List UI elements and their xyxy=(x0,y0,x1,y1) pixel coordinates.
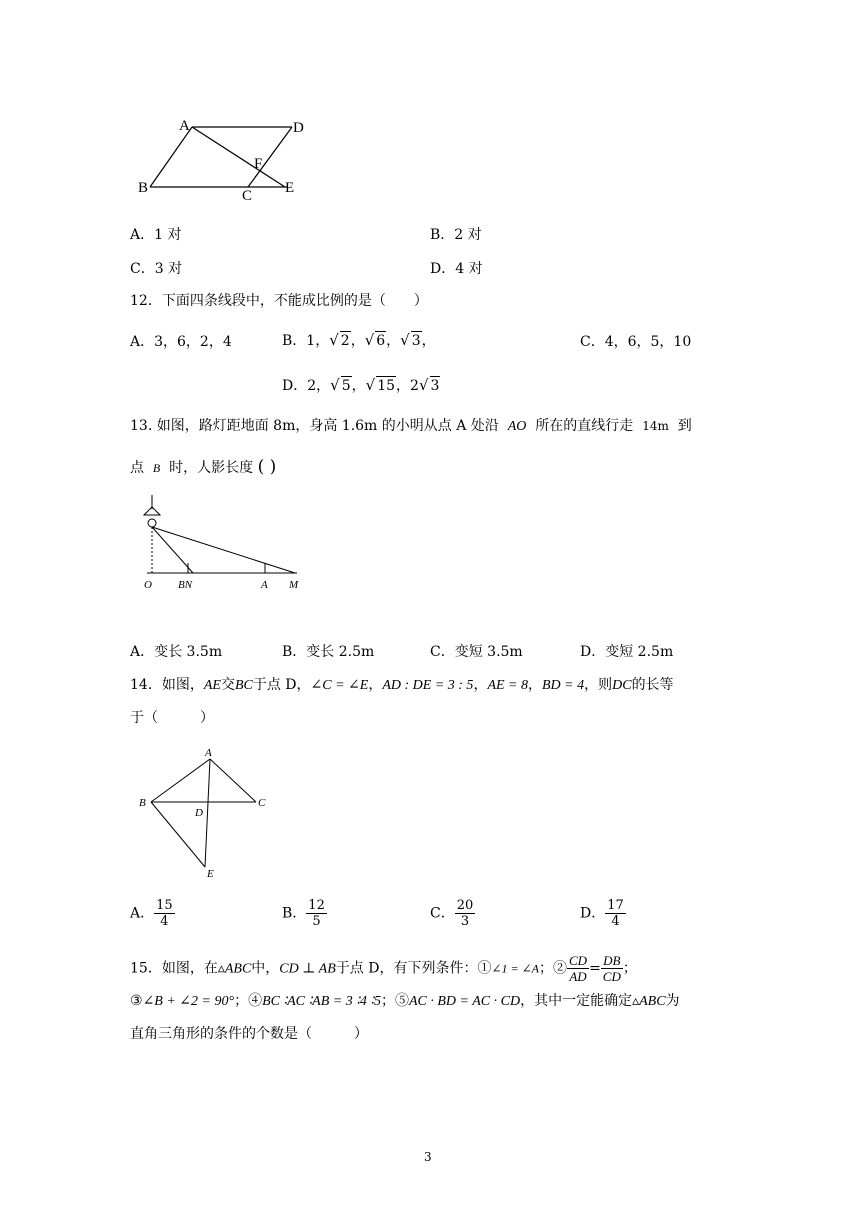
q12-option-b: B．1，√ 2，√ 6，√ 3， xyxy=(282,331,436,349)
label-F: F xyxy=(254,156,263,172)
q13-stem-line1: 13. 如图，路灯距地面 8m，身高 1.6m 的小明从点 A 处沿 AO 所在的直线行走 14m 到 xyxy=(130,418,692,434)
q12-option-a: A．3，6，2，4 xyxy=(130,334,232,350)
q12-option-c: C．4，6，5，10 xyxy=(580,334,692,350)
q14-stem-line1: 14．如图，AE交BC于点 D，∠C = ∠E，AD : DE = 3 : 5，AE = 8，BD = 4，则DC的长等 xyxy=(130,677,674,693)
q12-stem: 12．下面四条线段中，不能成比例的是（ ） xyxy=(130,293,428,309)
q12-option-d: D．2，√ 5，√ 15，2√ 3 xyxy=(282,376,440,394)
label-B: B xyxy=(139,797,146,809)
label-C: C xyxy=(242,188,253,204)
q13-stem-line2: 点 B 时，人影长度 ( ) xyxy=(130,457,277,477)
q14-option-b: B． $\frac{12}{5}$ xyxy=(282,898,325,929)
q14-option-c: C． $\frac{20}{3}$ xyxy=(430,898,474,929)
q13-option-b: B．变长 2.5m xyxy=(282,644,375,660)
q13-option-a: A．变长 3.5m xyxy=(130,644,223,660)
label-E: E xyxy=(207,868,214,880)
label-B: B xyxy=(138,180,149,196)
q15-stem-line2: ③∠B + ∠2 = 90°；④BC ∶AC ∶AB = 3 ∶4 ∶5；⑤AC · BD = AC · CD，其中一定能确定▵ABC为 xyxy=(130,993,680,1009)
page-number: 3 xyxy=(424,1150,432,1164)
q15-stem-line1: 15．如图，在▵ABC中，CD ⊥ AB于点 D，有下列条件：①∠1 = ∠A；② $\frac{CD}{AD}$ = $\frac{DB}{CD}$ ； xyxy=(130,953,637,984)
q14-option-d: D． $\frac{17}{4}$ xyxy=(580,898,624,929)
q14-stem-line2: 于（ ） xyxy=(130,710,214,726)
q11-option-c: C．3 对 xyxy=(130,261,183,277)
label-BN: BN xyxy=(178,579,193,591)
intersecting-triangles-figure xyxy=(135,743,275,883)
label-D: D xyxy=(195,807,203,819)
label-A: A xyxy=(179,118,190,134)
q11-option-a: A．1 对 xyxy=(130,227,182,243)
label-E: E xyxy=(285,180,295,196)
label-M: M xyxy=(289,579,299,591)
parallelogram-figure xyxy=(130,112,320,207)
label-A: A xyxy=(205,747,212,759)
q13-option-d: D．变短 2.5m xyxy=(580,644,674,660)
label-D: D xyxy=(293,120,304,136)
q11-option-d: D．4 对 xyxy=(430,261,483,277)
q14-option-a: A． $\frac{15}{4}$ xyxy=(130,898,173,929)
q13-option-c: C．变短 3.5m xyxy=(430,644,523,660)
lamp-figure xyxy=(135,493,310,593)
label-C: C xyxy=(258,797,266,809)
label-O: O xyxy=(144,579,152,591)
label-A: A xyxy=(261,579,268,591)
q15-stem-line3: 直角三角形的条件的个数是（ ） xyxy=(130,1026,368,1042)
q11-option-b: B．2 对 xyxy=(430,227,482,243)
